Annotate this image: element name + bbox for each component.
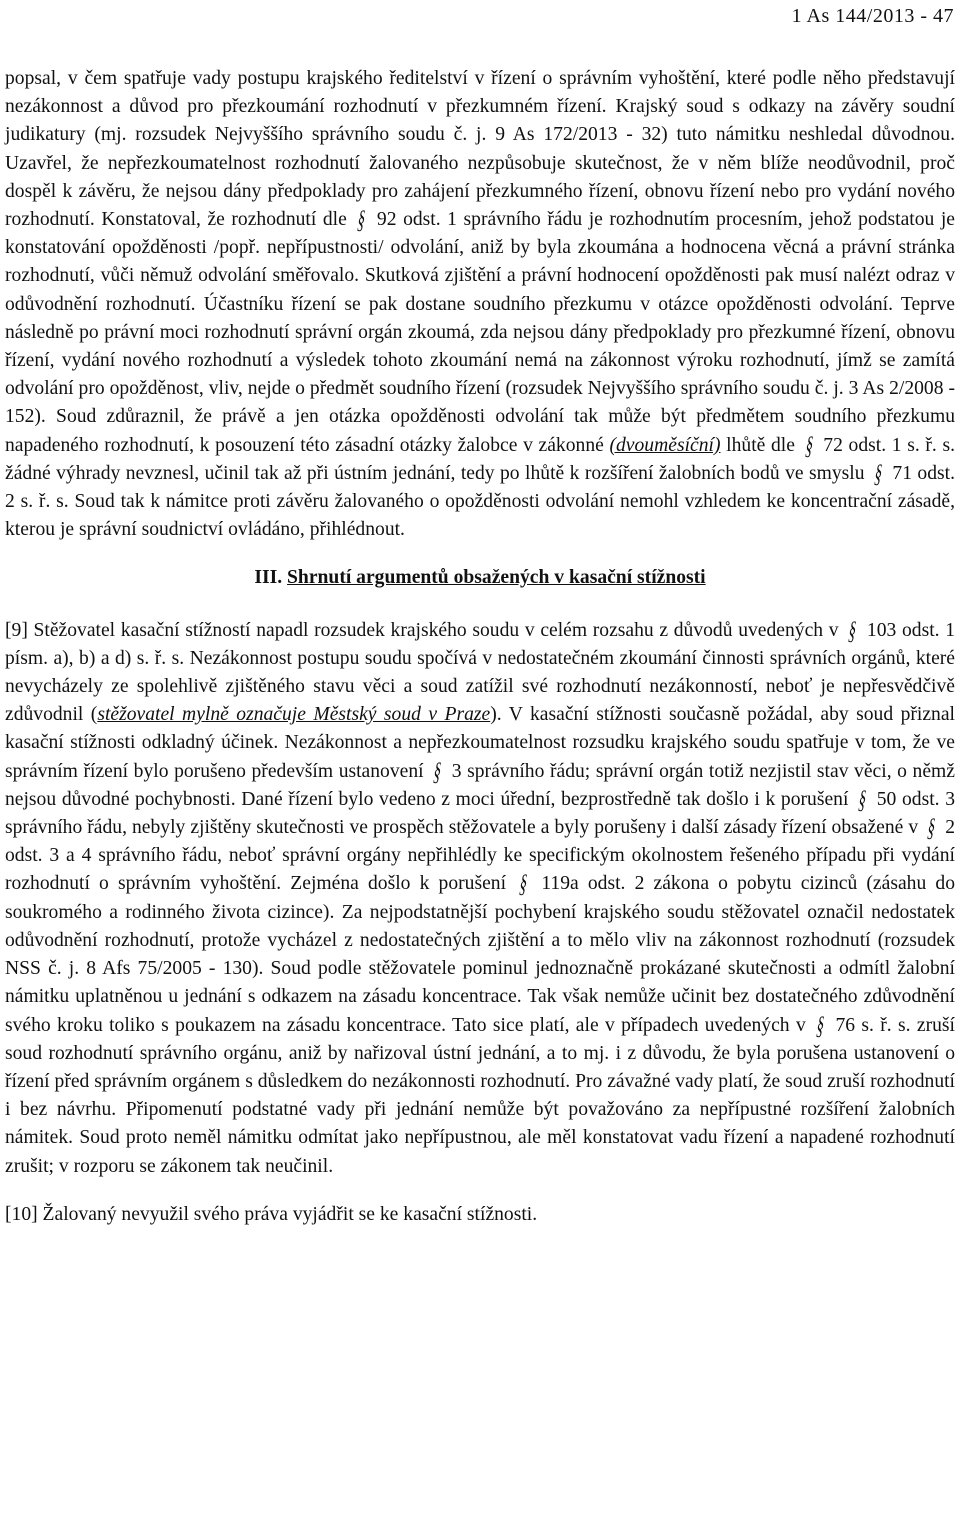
section-heading — [5, 564, 955, 592]
text-run: 103 odst. 1 písm. a), b) a d) s. ř. s. Nezákonnost postupu soudu spočívá v nedostatečném zkoumání činnosti správních orgánů, které nevycházely ze spolehlivě zjištěného stavu věci a soud zatížil své rozhodnutí nezákonností, neboť je nepřesvědčivě zdůvodnil ( — [5, 619, 956, 726]
text-run: 119a odst. 2 zákona o pobytu cizinců (zásahu do soukromého a rodinného života cizince). Za nejpodstatnější pochybení krajského soudu stěžovatel označil nedostatek odůvodnění rozhodnutí, protože vycházel z nedostatečných zjištění a to mělo vliv na zákonnost rozhodnutí (rozsudek NSS č. j. 8 Afs 75/2005 - 130). Soud podle stěžovatele pominul jednoznačně prokázané skutečnosti a odmítl žalobní námitku uplatněnou u jednání s odkazem na zásadu koncentrace. Tak však nemůže učinit bez dostatečného zdůvodnění svého kroku toliko s poukazem na zásadu koncentrace. Tato sice platí, ale v případech uvedených v — [5, 873, 955, 1036]
text-run: 50 odst. 3 správního řádu, nebyly zjištěny skutečnosti ve prospěch stěžovatele a byly porušeny i další zásady řízení obsažené v — [5, 788, 956, 839]
text-run: 3 správního řádu; správní orgán totiž nezjistil stav věci, o němž nejsou důvodné pochybnosti. Dané řízení bylo vedeno z moci úřední, bezprostředně tak došlo i k porušení — [5, 760, 955, 810]
paragraph-spacer — [5, 1181, 955, 1201]
text-run: 2 odst. 3 a 4 správního řádu, neboť správní orgány nepřihlédly ke specifickým okolnostem řešeného případu při vydání rozhodnutí o správním vyhoštění. Zejména došlo k porušení — [5, 817, 955, 895]
text-run: [10] Žalovaný nevyužil svého práva vyjádřit se ke kasační stížnosti. — [5, 1203, 538, 1225]
section-sign-icon: § — [814, 1010, 827, 1040]
text-run: 72 odst. 1 s. ř. s. žádné výhrady nevznesl, učinil tak až při ústním jednání, tedy po lhůtě k rozšíření žalobních bodů ve smyslu — [5, 434, 956, 484]
text-run: lhůtě dle — [726, 434, 795, 456]
section-sign-icon: § — [431, 756, 444, 786]
section-heading-title: Shrnutí argumentů obsažených v kasační stížnosti — [287, 567, 706, 589]
text-run: 71 odst. 2 s. ř. s. Soud tak k námitce proti závěru žalovaného o opožděnosti odvolání nemohl vzhledem ke koncentrační zásadě, kterou je správní soudnictví ovládáno, přihlédnout. — [5, 462, 955, 541]
italic-text: (dvouměsíční) — [609, 434, 721, 456]
paragraph-9 — [5, 617, 955, 1181]
text-run: 76 s. ř. s. zruší soud rozhodnutí správního orgánu, aniž by nařizoval ústní jednání, a to mj. i z důvodu, že byla porušena ustanovení o řízení před správním orgánem s důsledkem do nezákonnosti rozhodnutí. Pro závažné vady platí, že soud zruší rozhodnutí i bez návrhu. Připomenutí podstatné vady při jednání nemůže být považováno za nepřípustné rozšíření žalobních námitek. Soud proto neměl námitku odmítat jako nepřípustnou, ale měl konstatovat vadu řízení a napadené rozhodnutí zrušit; v rozporu se zákonem tak neučinil. — [5, 1014, 956, 1177]
section-sign-icon: § — [856, 784, 869, 814]
text-run: [9] Stěžovatel kasační stížností napadl rozsudek krajského soudu v celém rozsahu z důvodů uvedených v — [5, 619, 839, 641]
document-body — [5, 65, 955, 1229]
section-sign-icon: § — [872, 458, 885, 488]
section-heading-number: III. — [254, 567, 283, 589]
section-sign-icon: § — [355, 205, 369, 235]
text-run: popsal, v čem spatřuje vady postupu krajského ředitelství v řízení o správním vyhoštění, které podle něho představují nezákonnost a důvod pro přezkoumání rozhodnutí v přezkumném řízení. Krajský soud s odkazy na závěry soudní judikatury (mj. rozsudek Nejvyššího správního soudu č. j. 9 As 172/2013 - 32) tuto námitku neshledal důvodnou. Uzavřel, že nepřezkoumatelnost rozhodnutí žalovaného nezpůsobuje skutečnost, že v něm blíže neodůvodnil, proč dospěl k závěru, že nejsou dány předpoklady pro zahájení přezkumného řízení, obnovu řízení nebo pro vydání nového rozhodnutí. Konstatoval, že rozhodnutí dle — [5, 68, 955, 231]
paragraph-10 — [5, 1201, 955, 1229]
paragraph-continuation — [5, 65, 955, 544]
text-run: 92 odst. 1 správního řádu je rozhodnutím procesním, jehož podstatou je konstatování opožděnosti /popř. nepřípustnosti/ odvolání, aniž by byla zkoumána a hodnocena věcná a právní stránka rozhodnutí, vůči němuž odvolání směřovalo. Skutková zjištění a právní hodnocení opožděnosti pak musí nalézt odraz v odůvodnění rozhodnutí. Účastníku řízení se pak dostane soudního přezkumu v otázce opožděnosti odvolání. Teprve následně po právní moci rozhodnutí správní orgán zkoumá, zda nejsou dány předpoklady pro přezkumné řízení, obnovu řízení, vydání nového rozhodnutí a výsledek tohoto zkoumání nemá na zákonnost výroku rozhodnutí, jímž se zamítá odvolání pro opožděnost, vliv, nejde o předmět soudního řízení (rozsudek Nejvyššího správního soudu č. j. 3 As 2/2008 - 152). Soud zdůraznil, že právě a jen otázka opožděnosti odvolání tak může být předmětem soudního přezkumu napadeného rozhodnutí, k posouzení této zásadní otázky žalobce v zákonné — [5, 209, 955, 456]
page-header-case-reference: 1 As 144/2013 - 47 — [791, 5, 954, 27]
italic-text: stěžovatel mylně označuje Městský soud v Praze — [97, 704, 491, 726]
section-sign-icon: § — [517, 869, 530, 899]
section-sign-icon: § — [803, 430, 816, 460]
section-sign-icon: § — [846, 615, 859, 645]
section-sign-icon: § — [925, 813, 938, 843]
text-run: ). V kasační stížnosti současně požádal, aby soud přiznal kasační stížnosti odkladný účinek. Nezákonnost a nepřezkoumatelnost rozsudku krajského soudu spatřuje v tom, že ve správním řízení bylo porušeno především ustanovení — [5, 704, 955, 782]
